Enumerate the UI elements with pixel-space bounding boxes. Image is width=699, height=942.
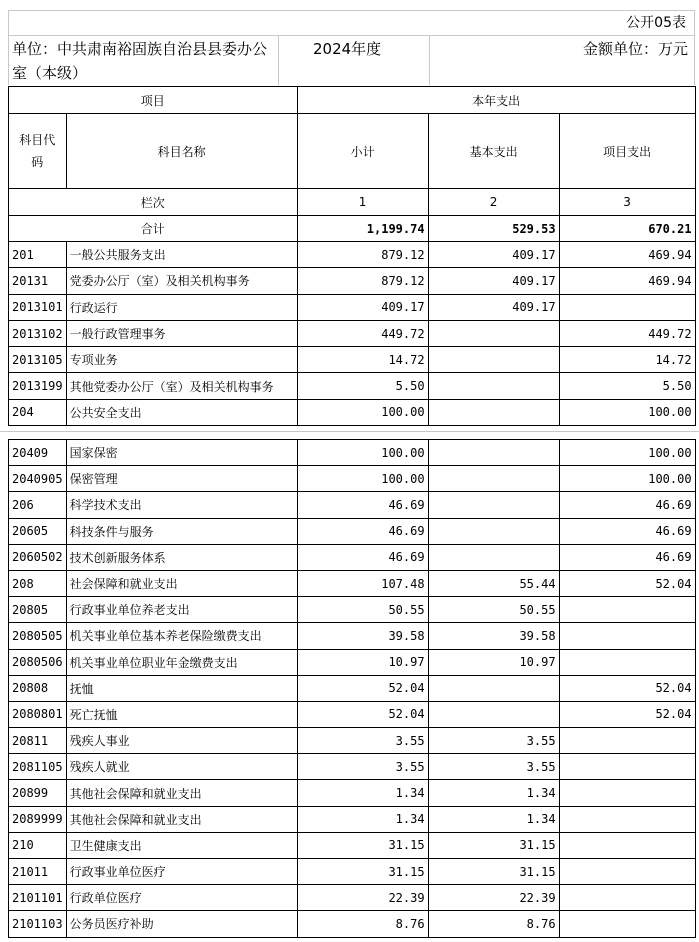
project-value (559, 754, 695, 780)
project-value (559, 294, 695, 320)
project-value (559, 780, 695, 806)
expense-table-top (8, 86, 696, 426)
subject-name: 科学技术支出 (66, 492, 297, 518)
total-subtotal: 1,199.74 (297, 216, 428, 242)
subject-name: 其他社会保障和就业支出 (66, 780, 297, 806)
subtotal-value: 52.04 (297, 675, 428, 701)
subject-code: 204 (9, 399, 67, 425)
subtotal-value: 46.69 (297, 492, 428, 518)
header-subtotal: 小计 (297, 114, 428, 189)
table-row (9, 242, 696, 268)
subtotal-value: 39.58 (297, 623, 428, 649)
basic-value: 22.39 (428, 885, 559, 911)
project-value: 5.50 (559, 373, 695, 399)
project-value: 46.69 (559, 518, 695, 544)
subtotal-value: 52.04 (297, 701, 428, 727)
project-value (559, 911, 695, 937)
table-row (9, 675, 696, 701)
table-row (9, 911, 696, 937)
basic-value: 3.55 (428, 728, 559, 754)
subject-code: 206 (9, 492, 67, 518)
column-number-3: 3 (559, 189, 695, 216)
subject-code: 2089999 (9, 806, 67, 832)
basic-value: 1.34 (428, 780, 559, 806)
subject-code: 2080506 (9, 649, 67, 675)
subject-code: 201 (9, 242, 67, 268)
subject-code: 2080505 (9, 623, 67, 649)
subject-code: 2013102 (9, 320, 67, 346)
subject-code: 208 (9, 570, 67, 596)
subject-name: 卫生健康支出 (66, 832, 297, 858)
subtotal-value: 3.55 (297, 754, 428, 780)
subtotal-value: 10.97 (297, 649, 428, 675)
table-row (9, 466, 696, 492)
subject-name: 行政单位医疗 (66, 885, 297, 911)
subject-name: 公共安全支出 (66, 399, 297, 425)
column-number-2: 2 (428, 189, 559, 216)
header-basic: 基本支出 (428, 114, 559, 189)
basic-value: 409.17 (428, 294, 559, 320)
project-value: 469.94 (559, 242, 695, 268)
subject-name: 残疾人就业 (66, 754, 297, 780)
subject-name: 死亡抚恤 (66, 701, 297, 727)
table-row (9, 780, 696, 806)
basic-value: 3.55 (428, 754, 559, 780)
table-row (9, 597, 696, 623)
table-row (9, 440, 696, 466)
project-value: 52.04 (559, 701, 695, 727)
subtotal-value: 31.15 (297, 859, 428, 885)
subject-name: 专项业务 (66, 347, 297, 373)
basic-value: 31.15 (428, 859, 559, 885)
subject-code: 20409 (9, 440, 67, 466)
table-row (9, 806, 696, 832)
subtotal-value: 22.39 (297, 885, 428, 911)
project-value: 100.00 (559, 440, 695, 466)
subject-name: 残疾人事业 (66, 728, 297, 754)
basic-value: 1.34 (428, 806, 559, 832)
basic-value: 39.58 (428, 623, 559, 649)
table-row (9, 399, 696, 425)
subject-code: 2101103 (9, 911, 67, 937)
column-number-label: 栏次 (9, 189, 298, 216)
subject-name: 行政运行 (66, 294, 297, 320)
table-row (9, 570, 696, 596)
project-value (559, 623, 695, 649)
basic-value: 10.97 (428, 649, 559, 675)
project-value (559, 885, 695, 911)
subject-code: 2013199 (9, 373, 67, 399)
table-row (9, 649, 696, 675)
subject-code: 20605 (9, 518, 67, 544)
subject-code: 20131 (9, 268, 67, 294)
form-code: 公开05表 (626, 15, 686, 31)
basic-value (428, 544, 559, 570)
header-subject-code: 科目代码 (9, 114, 67, 189)
subject-name: 行政事业单位医疗 (66, 859, 297, 885)
subtotal-value: 46.69 (297, 518, 428, 544)
project-value: 46.69 (559, 544, 695, 570)
page-break (0, 431, 699, 432)
basic-value: 50.55 (428, 597, 559, 623)
project-value: 46.69 (559, 492, 695, 518)
subject-name: 机关事业单位基本养老保险缴费支出 (66, 623, 297, 649)
report-header (8, 10, 694, 85)
subtotal-value: 1.34 (297, 780, 428, 806)
basic-value (428, 347, 559, 373)
subtotal-value: 409.17 (297, 294, 428, 320)
subtotal-value: 879.12 (297, 268, 428, 294)
subject-code: 2040905 (9, 466, 67, 492)
basic-value (428, 701, 559, 727)
table-row (9, 623, 696, 649)
total-label: 合计 (9, 216, 298, 242)
subtotal-value: 5.50 (297, 373, 428, 399)
subtotal-value: 31.15 (297, 832, 428, 858)
subtotal-value: 107.48 (297, 570, 428, 596)
subject-code: 210 (9, 832, 67, 858)
subject-code: 2081105 (9, 754, 67, 780)
subject-code: 20899 (9, 780, 67, 806)
subject-code: 2101101 (9, 885, 67, 911)
basic-value (428, 466, 559, 492)
subject-code: 2080801 (9, 701, 67, 727)
table-row (9, 885, 696, 911)
subject-name: 社会保障和就业支出 (66, 570, 297, 596)
project-value (559, 649, 695, 675)
basic-value: 8.76 (428, 911, 559, 937)
table-row (9, 268, 696, 294)
subtotal-value: 100.00 (297, 399, 428, 425)
basic-value (428, 492, 559, 518)
subtotal-value: 50.55 (297, 597, 428, 623)
basic-value (428, 373, 559, 399)
report-year: 2024年度 (313, 40, 382, 58)
basic-value (428, 320, 559, 346)
project-value: 100.00 (559, 466, 695, 492)
subject-code: 2060502 (9, 544, 67, 570)
table-row (9, 544, 696, 570)
basic-value: 55.44 (428, 570, 559, 596)
project-value: 449.72 (559, 320, 695, 346)
column-number-1: 1 (297, 189, 428, 216)
project-value (559, 597, 695, 623)
subject-name: 一般行政管理事务 (66, 320, 297, 346)
subtotal-value: 1.34 (297, 806, 428, 832)
subtotal-value: 100.00 (297, 466, 428, 492)
subject-code: 21011 (9, 859, 67, 885)
subject-name: 公务员医疗补助 (66, 911, 297, 937)
table-row (9, 347, 696, 373)
basic-value (428, 518, 559, 544)
subject-name: 一般公共服务支出 (66, 242, 297, 268)
total-basic: 529.53 (428, 216, 559, 242)
expense-table-bottom (8, 439, 696, 938)
table-row (9, 518, 696, 544)
total-row (9, 216, 696, 242)
subject-name: 技术创新服务体系 (66, 544, 297, 570)
subject-code: 2013101 (9, 294, 67, 320)
project-value (559, 806, 695, 832)
header-subject-name: 科目名称 (66, 114, 297, 189)
total-project: 670.21 (559, 216, 695, 242)
basic-value: 409.17 (428, 268, 559, 294)
subject-code: 20811 (9, 728, 67, 754)
basic-value (428, 675, 559, 701)
subtotal-value: 46.69 (297, 544, 428, 570)
basic-value (428, 399, 559, 425)
table-row (9, 754, 696, 780)
subject-code: 2013105 (9, 347, 67, 373)
subject-name: 行政事业单位养老支出 (66, 597, 297, 623)
project-value (559, 728, 695, 754)
unit-label: 单位：中共肃南裕固族自治县县委办公室（本级） (12, 40, 268, 82)
subject-name: 保密管理 (66, 466, 297, 492)
subtotal-value: 879.12 (297, 242, 428, 268)
subtotal-value: 449.72 (297, 320, 428, 346)
table-row (9, 728, 696, 754)
subtotal-value: 3.55 (297, 728, 428, 754)
subject-name: 抚恤 (66, 675, 297, 701)
table-row (9, 859, 696, 885)
header-item: 项目 (9, 87, 298, 114)
subject-name: 科技条件与服务 (66, 518, 297, 544)
project-value (559, 832, 695, 858)
basic-value (428, 440, 559, 466)
project-value: 14.72 (559, 347, 695, 373)
subtotal-value: 100.00 (297, 440, 428, 466)
subject-name: 机关事业单位职业年金缴费支出 (66, 649, 297, 675)
subject-name: 党委办公厅（室）及相关机构事务 (66, 268, 297, 294)
subtotal-value: 8.76 (297, 911, 428, 937)
subject-code: 20805 (9, 597, 67, 623)
header-annual-expense: 本年支出 (297, 87, 695, 114)
header-project: 项目支出 (559, 114, 695, 189)
subject-name: 国家保密 (66, 440, 297, 466)
basic-value: 409.17 (428, 242, 559, 268)
table-row (9, 373, 696, 399)
subtotal-value: 14.72 (297, 347, 428, 373)
table-row (9, 492, 696, 518)
table-row (9, 294, 696, 320)
project-value: 100.00 (559, 399, 695, 425)
amount-unit: 金额单位：万元 (582, 40, 688, 58)
project-value: 469.94 (559, 268, 695, 294)
table-row (9, 832, 696, 858)
subject-name: 其他党委办公厅（室）及相关机构事务 (66, 373, 297, 399)
table-row (9, 320, 696, 346)
project-value: 52.04 (559, 570, 695, 596)
basic-value: 31.15 (428, 832, 559, 858)
subject-name: 其他社会保障和就业支出 (66, 806, 297, 832)
project-value: 52.04 (559, 675, 695, 701)
project-value (559, 859, 695, 885)
table-row (9, 701, 696, 727)
subject-code: 20808 (9, 675, 67, 701)
